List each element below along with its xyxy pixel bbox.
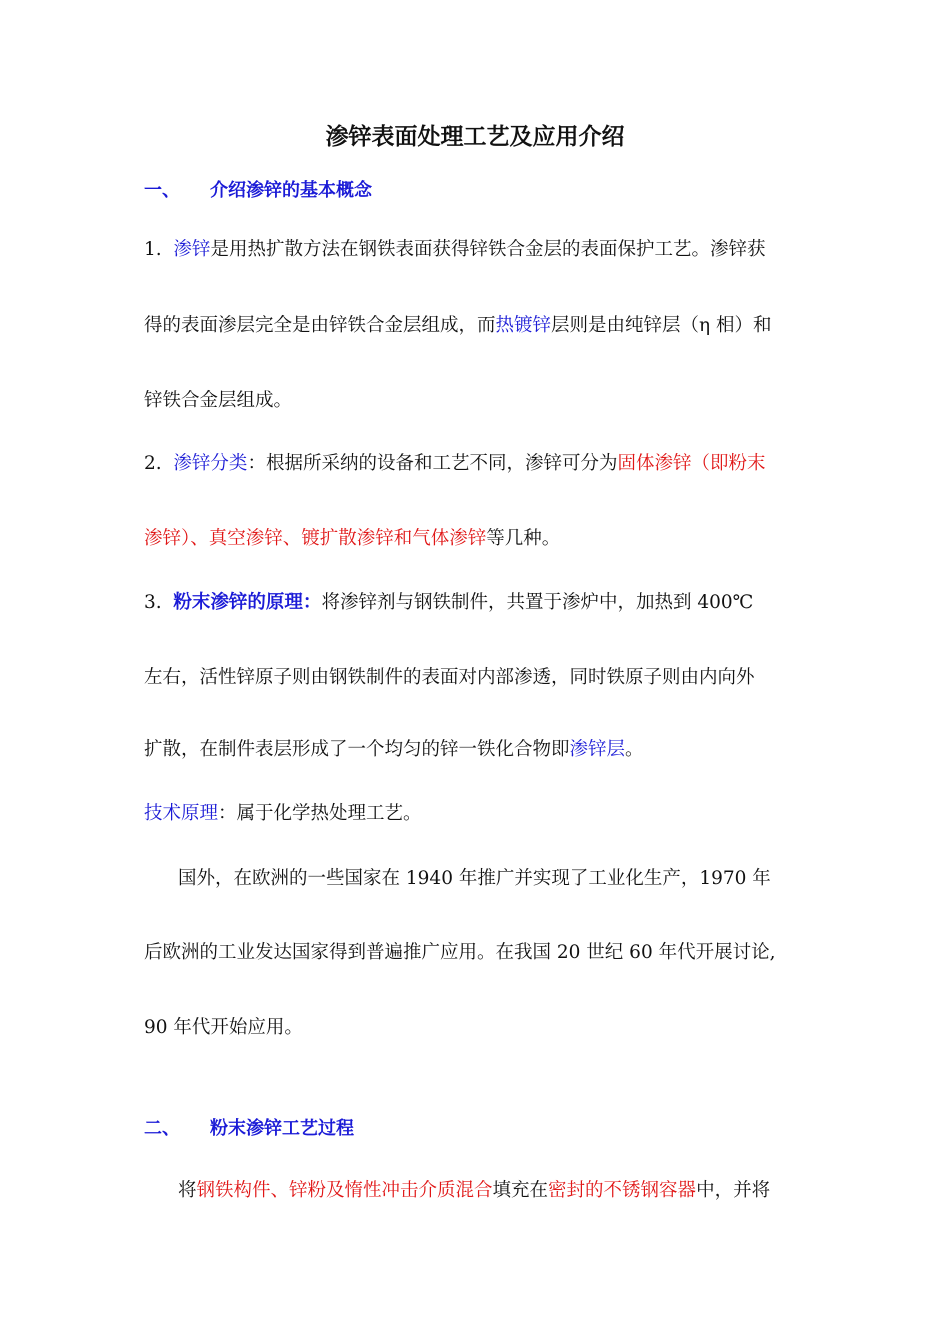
emphasis-red: 固体渗锌（即粉末 (617, 453, 766, 474)
paragraph-line (144, 737, 644, 763)
paragraph-line (144, 801, 422, 827)
text-run: 扩散，在制件表层形成了一个均匀的锌一铁化合物即 (144, 739, 570, 760)
text-run: 等几种。 (486, 528, 561, 549)
section-title: 粉末渗锌工艺过程 (210, 1118, 354, 1139)
paragraph-line (144, 1015, 303, 1041)
paragraph-line (144, 665, 755, 691)
text-run: 将 (178, 1180, 197, 1201)
section-heading-1 (144, 176, 372, 202)
section-number: 二、 (144, 1118, 180, 1139)
paragraph-line (144, 388, 292, 414)
term-highlight-bold: 粉末渗锌的原理： (173, 592, 322, 613)
emphasis-red: 钢铁构件、锌粉及惰性冲击介质混合 (196, 1180, 493, 1201)
paragraph-line (144, 590, 753, 616)
paragraph-line (144, 313, 772, 339)
term-highlight: 技术原理 (144, 803, 219, 824)
term-highlight: 渗锌分类 (173, 453, 248, 474)
list-number: 1. (144, 239, 162, 260)
paragraph-line (144, 237, 765, 263)
page-title: 渗锌表面处理工艺及应用介绍 (325, 123, 625, 150)
paragraph-line (178, 1178, 770, 1204)
paragraph-line (144, 940, 776, 966)
term-highlight: 渗锌层 (569, 739, 626, 760)
text-run: 得的表面渗层完全是由锌铁合金层组成，而 (144, 315, 496, 336)
text-run: 国外，在欧洲的一些国家在 1940 年推广并实现了工业化生产，1970 年 (178, 868, 771, 889)
list-number: 2. (144, 453, 162, 474)
text-run: 填充在 (492, 1180, 549, 1201)
text-run: 将渗锌剂与钢铁制件，共置于渗炉中，加热到 400℃ (321, 592, 754, 613)
text-run: 层则是由纯锌层（η 相）和 (551, 315, 772, 336)
text-run: 。 (625, 739, 644, 760)
text-run: 左右，活性锌原子则由钢铁制件的表面对内部渗透，同时铁原子则由内向外 (144, 667, 755, 688)
paragraph-line (178, 866, 771, 892)
text-run: ：根据所采纳的设备和工艺不同，渗锌可分为 (247, 453, 618, 474)
text-run: 中，并将 (696, 1180, 771, 1201)
paragraph-line (144, 451, 765, 477)
section-number: 一、 (144, 180, 180, 201)
paragraph-line (144, 526, 560, 552)
text-run: 90 年代开始应用。 (144, 1017, 303, 1038)
term-highlight: 渗锌 (173, 239, 211, 260)
text-run: 后欧洲的工业发达国家得到普遍推广应用。在我国 20 世纪 60 年代开展讨论, (144, 942, 776, 963)
text-run: 是用热扩散方法在钢铁表面获得锌铁合金层的表面保护工艺。渗锌获 (210, 239, 766, 260)
text-run: ：属于化学热处理工艺。 (218, 803, 422, 824)
text-run: 锌铁合金层组成。 (144, 390, 293, 411)
section-title: 介绍渗锌的基本概念 (210, 180, 372, 201)
section-heading-2 (144, 1114, 354, 1140)
emphasis-red: 密封的不锈钢容器 (548, 1180, 697, 1201)
term-highlight: 热镀锌 (495, 315, 552, 336)
list-number: 3. (144, 592, 162, 613)
emphasis-red: 渗锌）、真空渗锌、镀扩散渗锌和气体渗锌 (144, 528, 487, 549)
